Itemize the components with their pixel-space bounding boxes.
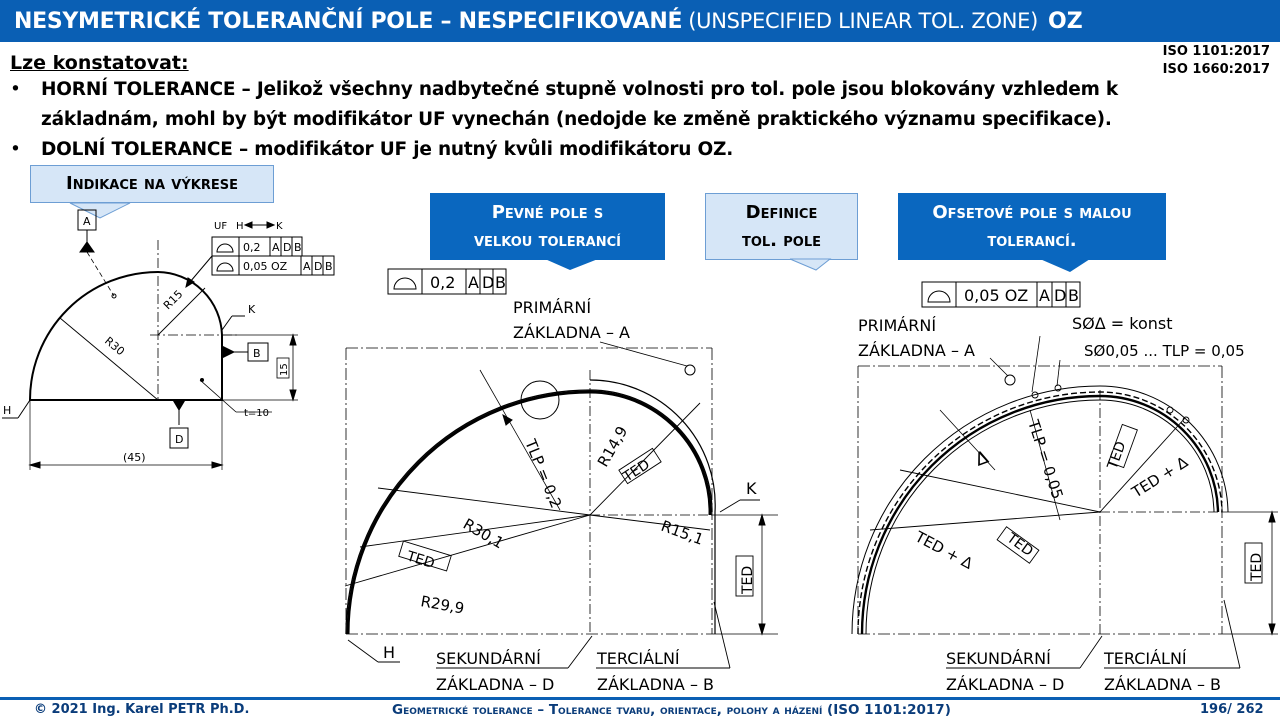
bullet-upper-term: HORNÍ TOLERANCE <box>41 79 236 100</box>
right-ted-3: TED <box>1249 552 1265 581</box>
callout-definice-line2: tol. pole <box>741 229 822 251</box>
left-fcf1-datum-a: A <box>272 241 280 254</box>
mid-primary-line2: ZÁKLADNA – A <box>513 323 630 342</box>
right-fcf-datum-b: B <box>1068 286 1079 305</box>
left-fcf2-value: 0,05 OZ <box>243 260 288 273</box>
right-ted-2: TED <box>1003 530 1036 560</box>
drawing-left-labels <box>3 215 333 464</box>
right-secondary-line1: SEKUNDÁRNÍ <box>946 649 1051 668</box>
part-outline <box>30 272 222 400</box>
callout-definice-line1: Definice <box>745 201 818 223</box>
drawing-right-labels <box>858 286 1265 694</box>
callout-ofsetove-line1: Ofsetové pole s malou <box>932 201 1132 223</box>
drawing-mid-labels <box>383 273 757 694</box>
callout-pevne-tail <box>545 259 598 270</box>
footer-copyright: © 2021 Ing. Karel PETR Ph.D. <box>34 702 250 717</box>
mid-fcf-datum-a: A <box>468 273 479 292</box>
bullet-upper-line1: – Jelikož všechny nadbytečné stupně volnosti pro tol. pole jsou blokovány vzhledem k <box>235 79 1119 100</box>
label-uf-h: H <box>236 221 244 232</box>
mid-ted-3: TED <box>404 548 437 573</box>
mid-fcf-datum-d: D <box>482 273 495 292</box>
right-s005: SØ0,05 ... TLP = 0,05 <box>1084 342 1245 360</box>
page-title-tag: OZ <box>1048 8 1083 34</box>
label-dim-45: (45) <box>123 451 146 464</box>
mid-h: H <box>383 643 396 662</box>
mid-tertiary-line2: ZÁKLADNA – B <box>597 675 715 694</box>
mid-nominal-profile <box>348 392 710 634</box>
right-sdelta: SØΔ = konst <box>1072 314 1173 333</box>
label-datum-b: B <box>253 347 261 360</box>
left-fcf1-value: 0,2 <box>243 241 261 254</box>
right-tertiary-line2: ZÁKLADNA – B <box>1104 675 1222 694</box>
callout-indikace-text: Indikace na výkrese <box>66 173 238 194</box>
mid-r29-9: R29,9 <box>419 592 466 618</box>
page-title-english: (UNSPECIFIED LINEAR TOL. ZONE) <box>688 9 1039 33</box>
mid-ted-1: TED <box>620 456 653 486</box>
label-uf: UF <box>214 221 228 232</box>
footer-divider <box>0 697 1280 700</box>
left-fcf2-datum-b: B <box>325 260 333 273</box>
mid-tertiary-line1: TERCIÁLNÍ <box>597 649 680 668</box>
mid-r14-9: R14,9 <box>593 423 632 470</box>
callout-ofsetove-line2: tolerancí. <box>987 229 1077 251</box>
mid-fcf-value: 0,2 <box>430 273 456 292</box>
footer-course-title: Geometrické tolerance – Tolerance tvaru, orientace, polohy a házení (ISO 1101:2017) <box>392 702 951 718</box>
standard-ref-2: ISO 1660:2017 <box>1162 62 1270 77</box>
mid-r30-1: R30,1 <box>460 514 507 553</box>
left-fcf1-datum-b: B <box>294 241 302 254</box>
mid-fcf-datum-b: B <box>495 273 506 292</box>
right-ted-1: TED <box>1104 439 1130 472</box>
label-r30: R30 <box>102 334 128 359</box>
bullet-upper-line2: základnám, mohl by být modifikátor UF vynechán (nedojde ke změně praktického významu specifikace). <box>41 109 1112 130</box>
mid-secondary-line1: SEKUNDÁRNÍ <box>436 649 541 668</box>
label-k: K <box>248 303 256 316</box>
callout-definice-tail <box>790 259 830 270</box>
right-fcf-value: 0,05 OZ <box>964 286 1029 305</box>
right-primary-line1: PRIMÁRNÍ <box>858 316 937 335</box>
label-datum-d: D <box>175 433 184 446</box>
bullet-dot: • <box>10 79 21 100</box>
callout-pevne-line2: velkou tolerancí <box>473 229 621 251</box>
mid-r15-1: R15,1 <box>658 516 706 549</box>
bullet-lower-term: DOLNÍ TOLERANCE <box>41 139 233 160</box>
right-fcf-datum-d: D <box>1054 286 1067 305</box>
standard-ref-1: ISO 1101:2017 <box>1162 44 1270 59</box>
left-fcf2-datum-d: D <box>314 260 323 273</box>
mid-tlp: TLP = 0,2 <box>521 436 566 511</box>
footer-page-number: 196/ 262 <box>1200 702 1264 717</box>
label-datum-a: A <box>83 215 91 228</box>
mid-ted-2: TED <box>740 565 756 594</box>
bullet-lower-line1: – modifikátor UF je nutný kvůli modifikátoru OZ. <box>232 139 734 160</box>
label-thickness: t=10 <box>244 408 270 419</box>
label-r15: R15 <box>160 287 186 313</box>
mid-primary-line1: PRIMÁRNÍ <box>513 298 592 317</box>
right-secondary-line2: ZÁKLADNA – D <box>946 675 1065 694</box>
callout-pevne-line1: Pevné pole s <box>491 201 604 223</box>
left-fcf2-datum-a: A <box>303 260 311 273</box>
right-tertiary-line1: TERCIÁLNÍ <box>1104 649 1187 668</box>
intro-heading: Lze konstatovat: <box>10 52 189 74</box>
label-dim-15: 15 <box>279 363 290 376</box>
right-delta: Δ <box>972 446 992 471</box>
page-title: NESYMETRICKÉ TOLERANČNÍ POLE – NESPECIFIKOVANÉ <box>14 8 683 34</box>
right-ted-delta-2: TED + Δ <box>912 527 976 573</box>
right-tlp: TLP = 0,05 <box>1024 417 1067 502</box>
label-uf-k: K <box>276 221 283 232</box>
label-h: H <box>3 404 12 417</box>
callout-ofsetove-tail <box>1040 259 1090 272</box>
right-primary-line2: ZÁKLADNA – A <box>858 341 975 360</box>
bullet-dot: • <box>10 139 21 160</box>
mid-outer-boundary <box>346 390 712 634</box>
left-fcf1-datum-d: D <box>283 241 292 254</box>
drawing-right <box>852 282 1278 668</box>
right-fcf-datum-a: A <box>1039 286 1050 305</box>
right-ted-delta-1: TED + Δ <box>1128 452 1192 502</box>
mid-k: K <box>746 479 757 498</box>
mid-secondary-line2: ZÁKLADNA – D <box>436 675 555 694</box>
r30-leader <box>60 318 158 400</box>
